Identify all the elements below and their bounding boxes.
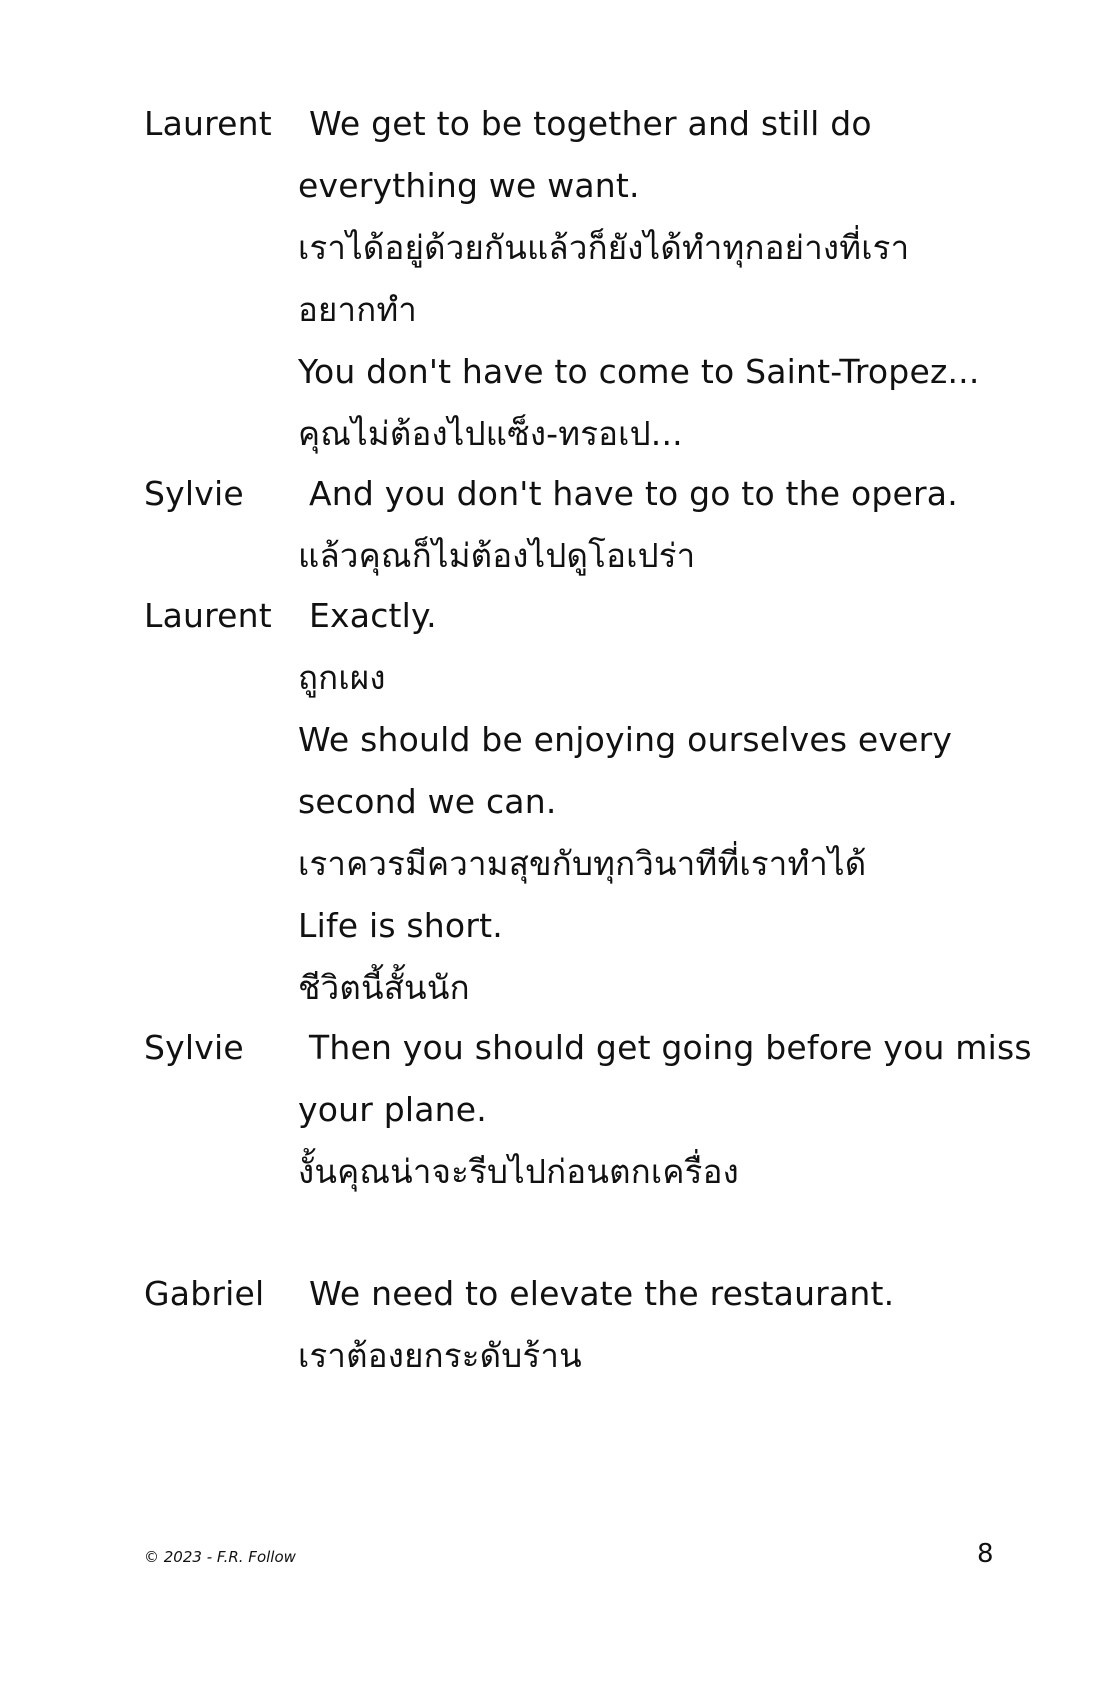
dialogue-line-thai: ถูกเผง <box>298 658 386 697</box>
speaker-name: Sylvie <box>144 474 244 513</box>
speaker-name: Laurent <box>144 104 272 143</box>
speaker-name: Sylvie <box>144 1028 244 1067</box>
dialogue-line: We get to be together and still do <box>309 104 872 143</box>
dialogue-line-thai: เราต้องยกระดับร้าน <box>298 1336 582 1375</box>
copyright-notice: © 2023 - F.R. Follow <box>144 1548 296 1566</box>
page-number: 8 <box>977 1539 994 1569</box>
dialogue-line: your plane. <box>298 1090 487 1129</box>
dialogue-line: Exactly. <box>309 596 437 635</box>
dialogue-line: You don't have to come to Saint-Tropez... <box>298 352 980 391</box>
speaker-name: Gabriel <box>144 1274 265 1313</box>
dialogue-line: Then you should get going before you miss <box>309 1028 1032 1067</box>
dialogue-line: We should be enjoying ourselves every <box>298 720 953 759</box>
dialogue-line: Life is short. <box>298 906 503 945</box>
dialogue-line: And you don't have to go to the opera. <box>309 474 958 513</box>
dialogue-line-thai: เราได้อยู่ด้วยกันแล้วก็ยังได้ทำทุกอย่างที่เรา <box>298 228 910 267</box>
dialogue-line-thai: ชีวิตนี้สั้นนัก <box>298 968 470 1007</box>
dialogue-line-thai: คุณไม่ต้องไปแซ็ง-ทรอเป... <box>298 414 683 453</box>
speaker-name: Laurent <box>144 596 272 635</box>
dialogue-line-thai: งั้นคุณน่าจะรีบไปก่อนตกเครื่อง <box>298 1152 739 1191</box>
dialogue-line: everything we want. <box>298 166 640 205</box>
dialogue-line: We need to elevate the restaurant. <box>309 1274 895 1313</box>
dialogue-line: second we can. <box>298 782 557 821</box>
dialogue-line-thai: เราควรมีความสุขกับทุกวินาทีที่เราทำได้ <box>298 844 867 883</box>
dialogue-line-thai: แล้วคุณก็ไม่ต้องไปดูโอเปร่า <box>298 536 696 575</box>
dialogue-line-thai: อยากทำ <box>298 290 417 329</box>
